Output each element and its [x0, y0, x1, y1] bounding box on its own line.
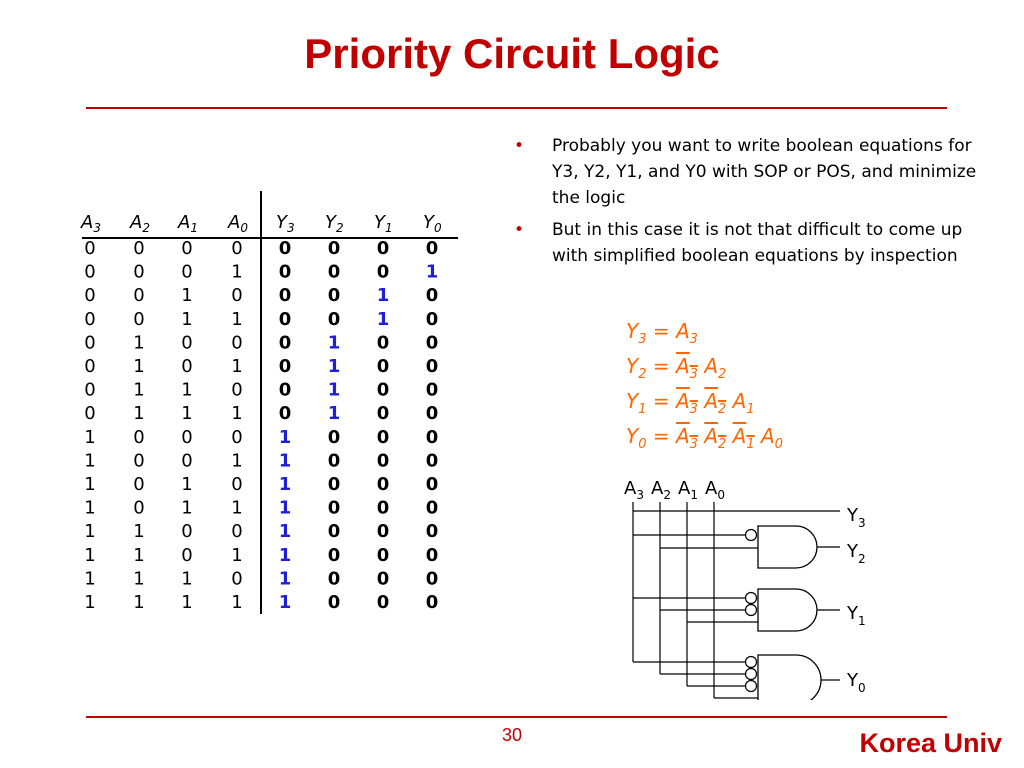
- cell-input: 0: [133, 238, 145, 259]
- cell-output: 0: [425, 285, 439, 307]
- cell-input: 0: [133, 261, 145, 283]
- cell-output: 0: [376, 426, 390, 448]
- output-label-Y2: $Y_2$: [847, 541, 866, 566]
- cell-output: 0: [425, 474, 439, 495]
- cell-input: 1: [181, 308, 193, 330]
- cell-output: 0: [425, 497, 439, 519]
- equation-y3: $Y_3 = A_3$: [626, 319, 698, 347]
- cell-input: 1: [84, 497, 96, 519]
- cell-input: 1: [181, 568, 193, 590]
- cell-output: 0: [376, 450, 390, 472]
- cell-output: 0: [376, 592, 390, 613]
- cell-output: 1: [327, 356, 341, 377]
- cell-input: 0: [84, 332, 96, 354]
- output-label-Y1: $Y_1$: [847, 603, 866, 628]
- cell-input: 0: [84, 261, 96, 283]
- input-label-A3: $A_3$: [624, 478, 644, 502]
- cell-output: 1: [278, 426, 292, 448]
- cell-output: 0: [278, 332, 292, 354]
- cell-input: 1: [133, 379, 145, 401]
- slide-title: Priority Circuit Logic: [304, 30, 720, 77]
- cell-input: 0: [231, 285, 243, 307]
- cell-input: 0: [181, 544, 193, 566]
- inverter-bubble: [746, 657, 757, 668]
- cell-output: 0: [278, 285, 292, 307]
- cell-output: 1: [278, 592, 292, 613]
- cell-input: 1: [231, 592, 243, 613]
- cell-output: 0: [327, 521, 341, 543]
- cell-output: 0: [327, 450, 341, 472]
- cell-output: 0: [425, 356, 439, 377]
- cell-output: 0: [425, 379, 439, 401]
- cell-input: 0: [181, 261, 193, 283]
- cell-output: 0: [327, 285, 341, 307]
- cell-output: 0: [376, 497, 390, 519]
- bullet-list: [514, 133, 989, 275]
- cell-input: 0: [231, 474, 243, 495]
- header-output-Y3: $Y_3$: [276, 212, 295, 235]
- cell-output: 0: [425, 521, 439, 543]
- cell-input: 0: [181, 356, 193, 377]
- cell-output: 0: [327, 497, 341, 519]
- cell-input: 1: [181, 403, 193, 425]
- cell-input: 0: [133, 426, 145, 448]
- cell-input: 1: [231, 544, 243, 566]
- bullet-text: Probably you want to write boolean equations for Y3, Y2, Y1, and Y0 with SOP or POS, and minimize the logic: [552, 136, 977, 208]
- cell-output: 0: [376, 403, 390, 425]
- cell-input: 0: [84, 308, 96, 330]
- input-label-A1: $A_1$: [678, 478, 698, 502]
- cell-input: 1: [84, 592, 96, 613]
- cell-input: 1: [181, 474, 193, 495]
- header-input-A2: $A_2$: [130, 212, 150, 235]
- cell-input: 1: [181, 285, 193, 307]
- cell-output: 1: [278, 474, 292, 495]
- cell-output: 0: [327, 238, 341, 259]
- and-gate-y1: [758, 589, 817, 631]
- cell-input: 1: [133, 332, 145, 354]
- cell-output: 0: [278, 238, 292, 259]
- cell-output: 0: [376, 521, 390, 543]
- cell-output: 0: [376, 544, 390, 566]
- cell-input: 0: [231, 568, 243, 590]
- cell-output: 1: [278, 521, 292, 543]
- cell-output: 0: [425, 238, 439, 259]
- truth-table: [0, 0, 470, 630]
- bottom-rule: [86, 716, 947, 718]
- cell-input: 0: [133, 285, 145, 307]
- output-label-Y3: $Y_3$: [847, 505, 866, 530]
- cell-output: 0: [425, 403, 439, 425]
- cell-input: 0: [84, 238, 96, 259]
- cell-input: 1: [231, 356, 243, 377]
- header-output-Y0: $Y_0$: [423, 212, 442, 235]
- cell-output: 0: [327, 592, 341, 613]
- cell-input: 0: [181, 521, 193, 543]
- cell-input: 0: [84, 356, 96, 377]
- cell-output: 0: [376, 356, 390, 377]
- output-label-Y0: $Y_0$: [847, 670, 866, 695]
- cell-input: 1: [84, 426, 96, 448]
- cell-input: 1: [181, 379, 193, 401]
- cell-input: 0: [133, 450, 145, 472]
- inverter-bubble: [746, 530, 757, 541]
- cell-output: 1: [278, 497, 292, 519]
- cell-output: 1: [278, 544, 292, 566]
- cell-input: 0: [84, 379, 96, 401]
- inverter-bubble: [746, 681, 757, 692]
- cell-output: 0: [376, 238, 390, 259]
- cell-input: 0: [231, 379, 243, 401]
- cell-input: 0: [181, 450, 193, 472]
- cell-output: 0: [425, 544, 439, 566]
- bullet-item: [514, 133, 989, 211]
- cell-input: 1: [231, 261, 243, 283]
- bullet-dot: •: [514, 220, 525, 240]
- cell-output: 0: [327, 544, 341, 566]
- cell-output: 0: [425, 426, 439, 448]
- cell-output: 0: [425, 308, 439, 330]
- cell-output: 1: [425, 261, 439, 283]
- header-output-Y2: $Y_2$: [325, 212, 344, 235]
- cell-input: 0: [231, 238, 243, 259]
- cell-input: 1: [231, 497, 243, 519]
- cell-output: 0: [327, 308, 341, 330]
- header-input-A0: $A_0$: [228, 212, 248, 235]
- page-number: 30: [501, 725, 523, 745]
- cell-input: 1: [181, 497, 193, 519]
- cell-input: 1: [84, 544, 96, 566]
- cell-output: 1: [376, 308, 390, 330]
- cell-output: 0: [376, 379, 390, 401]
- cell-input: 1: [84, 568, 96, 590]
- cell-input: 1: [133, 544, 145, 566]
- bullet-text: But in this case it is not that difficult to come up with simplified boolean equations by inspection: [552, 220, 963, 266]
- cell-input: 1: [231, 308, 243, 330]
- cell-output: 0: [425, 568, 439, 590]
- brand-label: Korea Univ: [859, 728, 1002, 758]
- priority-circuit-diagram: [600, 470, 900, 700]
- inverter-bubble: [746, 669, 757, 680]
- bullet-dot: •: [514, 136, 525, 156]
- cell-output: 1: [327, 332, 341, 354]
- bullet-item: [514, 217, 989, 269]
- cell-input: 1: [84, 474, 96, 495]
- cell-output: 0: [425, 332, 439, 354]
- cell-input: 1: [133, 403, 145, 425]
- cell-input: 1: [133, 568, 145, 590]
- cell-input: 0: [133, 308, 145, 330]
- cell-input: 1: [84, 450, 96, 472]
- cell-output: 1: [327, 403, 341, 425]
- cell-input: 0: [84, 403, 96, 425]
- cell-input: 1: [231, 403, 243, 425]
- cell-input: 1: [231, 450, 243, 472]
- cell-output: 1: [327, 379, 341, 401]
- cell-output: 0: [327, 568, 341, 590]
- and-gate-y2: [758, 526, 817, 568]
- cell-input: 0: [231, 332, 243, 354]
- cell-input: 0: [231, 426, 243, 448]
- and-gate-y0: [758, 655, 821, 700]
- cell-output: 0: [278, 356, 292, 377]
- cell-input: 1: [133, 521, 145, 543]
- inverter-bubble: [746, 593, 757, 604]
- cell-output: 0: [425, 450, 439, 472]
- header-input-A1: $A_1$: [178, 212, 198, 235]
- cell-input: 1: [84, 521, 96, 543]
- equation-y0: $Y_0 = A_3$ $A_2$ $A_1$ $A_0$: [626, 424, 783, 452]
- cell-output: 0: [327, 261, 341, 283]
- cell-input: 1: [181, 592, 193, 613]
- header-output-Y1: $Y_1$: [374, 212, 393, 235]
- cell-input: 0: [231, 521, 243, 543]
- cell-output: 0: [376, 568, 390, 590]
- cell-output: 0: [376, 474, 390, 495]
- cell-input: 0: [84, 285, 96, 307]
- cell-output: 0: [425, 592, 439, 613]
- cell-output: 1: [278, 450, 292, 472]
- equations: [626, 318, 783, 458]
- cell-input: 0: [181, 332, 193, 354]
- cell-output: 0: [278, 403, 292, 425]
- cell-output: 0: [376, 332, 390, 354]
- equation-y1: $Y_1 = A_3$ $A_2$ $A_1$: [626, 389, 755, 417]
- cell-output: 1: [376, 285, 390, 307]
- header-input-A3: $A_3$: [81, 212, 101, 235]
- cell-output: 0: [278, 308, 292, 330]
- cell-input: 1: [133, 592, 145, 613]
- cell-output: 0: [327, 474, 341, 495]
- cell-output: 0: [376, 261, 390, 283]
- equation-y2: $Y_2 = A_3$ $A_2$: [626, 354, 727, 382]
- cell-output: 0: [278, 261, 292, 283]
- cell-output: 0: [327, 426, 341, 448]
- inverter-bubble: [746, 605, 757, 616]
- cell-input: 0: [133, 474, 145, 495]
- cell-output: 1: [278, 568, 292, 590]
- input-label-A0: $A_0$: [705, 478, 725, 502]
- input-label-A2: $A_2$: [651, 478, 671, 502]
- cell-input: 0: [181, 238, 193, 259]
- cell-input: 1: [133, 356, 145, 377]
- cell-input: 0: [133, 497, 145, 519]
- cell-input: 0: [181, 426, 193, 448]
- cell-output: 0: [278, 379, 292, 401]
